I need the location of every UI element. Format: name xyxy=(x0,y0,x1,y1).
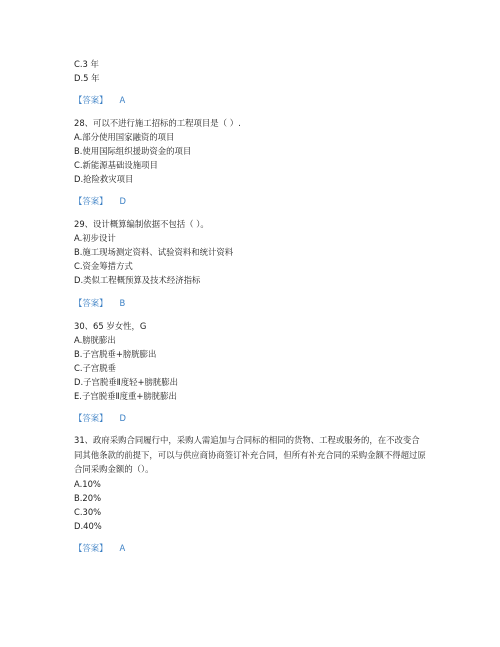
answer-line xyxy=(74,413,440,424)
option-d: D.抢险救灾项目 xyxy=(74,174,134,184)
option-c: C.子宫脱垂 xyxy=(74,363,117,373)
question-31-stem: 31、政府采购合同履行中，采购人需追加与合同标的相同的货物、工程或服务的，在不改变合同其他条款的前提下，可以与供应商协商签订补充合同，但所有补充合同的采购金额不得超过原合同采购金额的（）。 xyxy=(74,435,426,474)
answer-line xyxy=(74,543,440,554)
answer-label: 【答案】 xyxy=(74,413,108,423)
option-c: C.资金筹措方式 xyxy=(74,261,133,271)
answer-value: A xyxy=(119,543,126,553)
option-d: D.40% xyxy=(74,521,102,531)
answer-value: D xyxy=(119,196,126,206)
answer-label: 【答案】 xyxy=(74,196,108,206)
option-e: E.子宫脱垂Ⅱ度重+膀胱膨出 xyxy=(74,391,177,401)
answer-line xyxy=(74,298,440,309)
option-b: B.使用国际组织援助资金的项目 xyxy=(74,146,192,156)
answer-label: 【答案】 xyxy=(74,298,108,308)
answer-value: B xyxy=(119,298,126,308)
option-c: C.3 年 xyxy=(74,59,99,69)
question-29-stem: 29、设计概算编制依据不包括（ ）。 xyxy=(74,219,209,229)
option-b: B.20% xyxy=(74,493,102,503)
question-30-stem: 30、65 岁女性，G xyxy=(74,321,147,331)
answer-line xyxy=(74,196,440,207)
answer-line xyxy=(74,95,440,106)
option-d: D.子宫脱垂Ⅱ度轻+膀胱膨出 xyxy=(74,377,178,387)
question-28-stem: 28、可以不进行施工招标的工程项目是（ ）. xyxy=(74,118,241,128)
option-c: C.30% xyxy=(74,507,102,517)
option-a: A.膀胱膨出 xyxy=(74,335,116,345)
option-b: B.子宫脱垂+膀胱膨出 xyxy=(74,349,157,359)
answer-value: D xyxy=(119,413,126,423)
answer-label: 【答案】 xyxy=(74,95,108,105)
answer-value: A xyxy=(119,95,126,105)
option-a: A.10% xyxy=(74,479,101,489)
option-c: C.新能源基础设施项目 xyxy=(74,160,158,170)
option-d: D.类似工程概预算及技术经济指标 xyxy=(74,275,201,285)
answer-label: 【答案】 xyxy=(74,543,108,553)
option-d: D.5 年 xyxy=(74,73,100,83)
option-b: B.施工现场测定资料、试验资料和统计资料 xyxy=(74,247,234,257)
option-a: A.初步设计 xyxy=(74,233,116,243)
option-a: A.部分使用国家融资的项目 xyxy=(74,132,175,142)
